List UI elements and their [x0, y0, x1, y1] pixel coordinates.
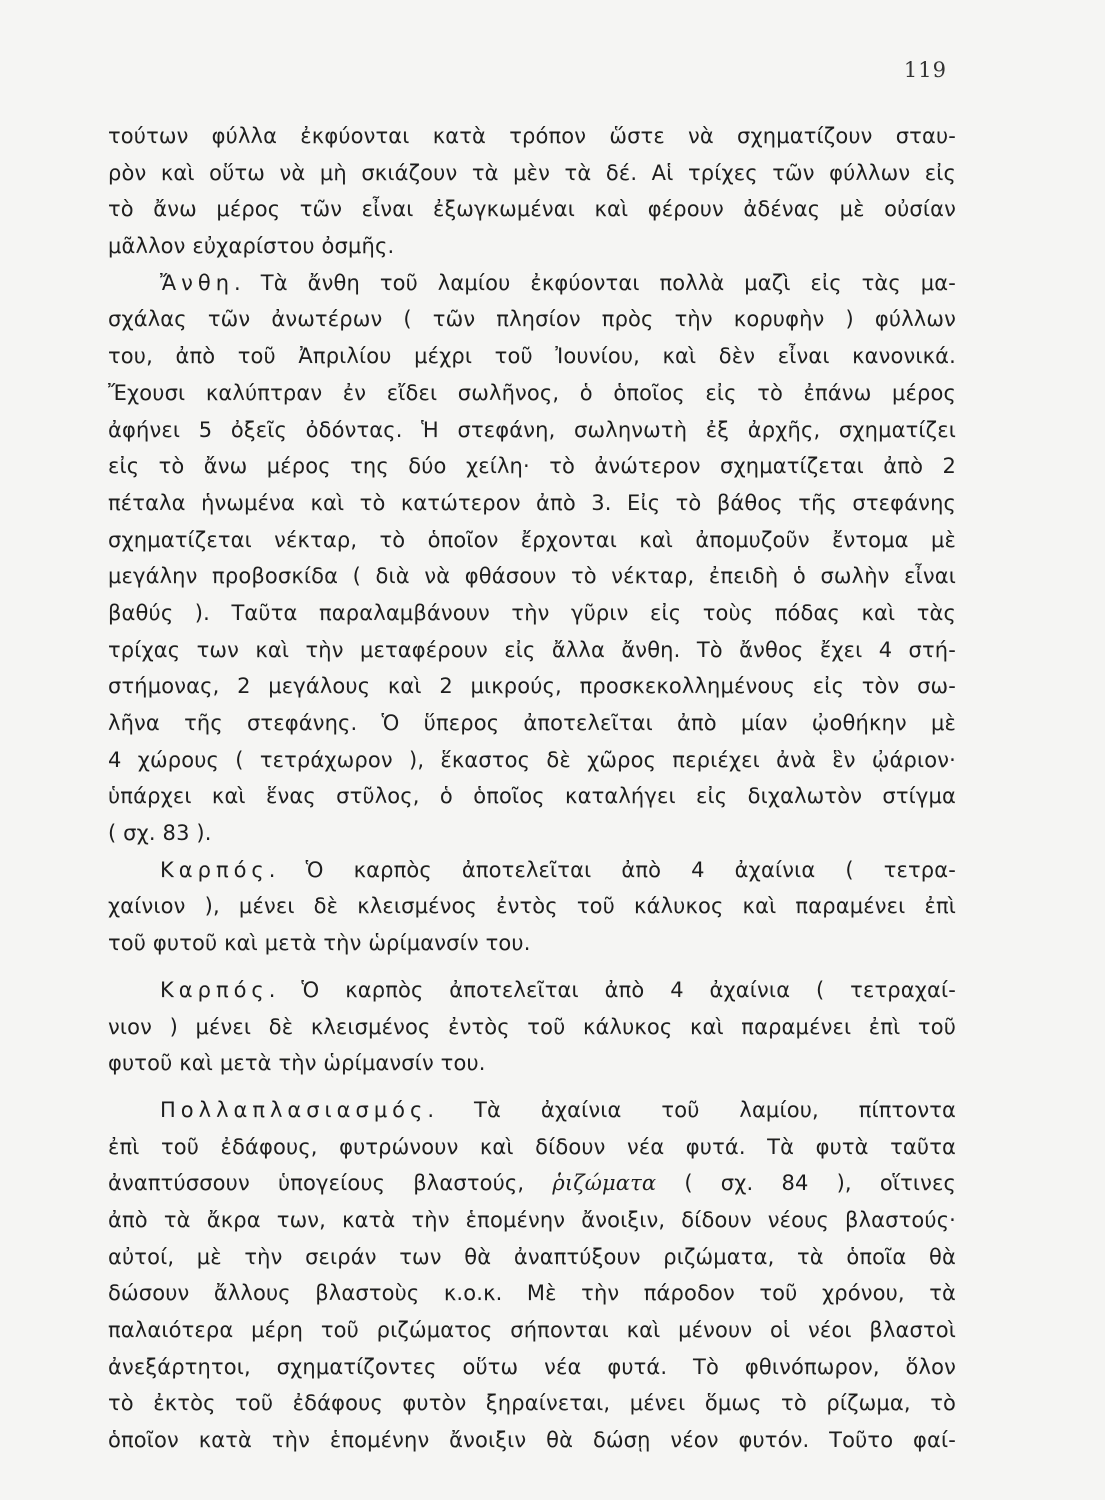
- text-segment: ( σχ. 84 ), οἵτινες: [656, 1171, 956, 1196]
- body-text: [108, 118, 956, 1459]
- text-line: Ἔχουσι καλύπτραν ἐν εἴδει σωλῆνος, ὁ ὁποῖος εἰς τὸ ἐπάνω μέρος: [108, 380, 956, 405]
- text-line: αὐτοί, μὲ τὴν σειράν των θὰ ἀναπτύξουν ριζώματα, τὰ ὁποῖα θὰ: [108, 1244, 956, 1269]
- section-heading: Καρπός: [160, 977, 269, 1002]
- paragraph-gap: [108, 1082, 956, 1092]
- section-heading: Καρπός: [160, 857, 269, 882]
- text-line: τὸ ἐκτὸς τοῦ ἐδάφους φυτὸν ξηραίνεται, μένει ὅμως τὸ ρίζωμα, τὸ: [108, 1391, 956, 1416]
- text-line: ἀπὸ τὰ ἄκρα των, κατὰ τὴν ἑπομένην ἄνοιξιν, δίδουν νέους βλαστούς·: [108, 1207, 956, 1232]
- text-line: [108, 265, 956, 302]
- paragraph-gap: [108, 962, 956, 972]
- text-line: εἰς τὸ ἄνω μέρος της δύο χείλη· τὸ ἀνώτερον σχηματίζεται ἀπὸ 2: [108, 454, 956, 479]
- text-line: τρίχας των καὶ τὴν μεταφέρουν εἰς ἄλλα ἄνθη. Τὸ ἄνθος ἔχει 4 στή-: [108, 637, 956, 662]
- text-line: σχάλας τῶν ἀνωτέρων ( τῶν πλησίον πρὸς τὴν κορυφὴν ) φύλλων: [108, 307, 956, 332]
- page-number: 119: [903, 58, 947, 82]
- text-line: τοῦ φυτοῦ καὶ μετὰ τὴν ὡρίμανσίν του.: [108, 931, 531, 956]
- text-line: φυτοῦ καὶ μετὰ τὴν ὡρίμανσίν του.: [108, 1051, 486, 1076]
- text-line: 4 χώρους ( τετράχωρον ), ἕκαστος δὲ χῶρος περιέχει ἀνὰ ἓν ᾠάριον·: [108, 747, 956, 772]
- text-line: τούτων φύλλα ἐκφύονται κατὰ τρόπον ὥστε νὰ σχηματίζουν σταυ-: [108, 124, 956, 148]
- text-line: βαθύς ). Ταῦτα παραλαμβάνουν τὴν γῦριν εἰς τοὺς πόδας καὶ τὰς: [108, 600, 956, 625]
- text-line: σχηματίζεται νέκταρ, τὸ ὁποῖον ἔρχονται καὶ ἀπομυζοῦν ἔντομα μὲ: [108, 527, 956, 552]
- text-line: στήμονας, 2 μεγάλους καὶ 2 μικρούς, προσκεκολλημένους εἰς τὸν σω-: [108, 674, 956, 699]
- heading-rest: . Τὰ ἄνθη τοῦ λαμίου ἐκφύονται πολλὰ μαζὶ εἰς τὰς μα-: [234, 270, 956, 295]
- text-line: μεγάλην προβοσκίδα ( διὰ νὰ φθάσουν τὸ νέκταρ, ἐπειδὴ ὁ σωλὴν εἶναι: [108, 564, 956, 589]
- text-line: δώσουν ἄλλους βλαστοὺς κ.ο.κ. Μὲ τὴν πάροδον τοῦ χρόνου, τὰ: [108, 1281, 956, 1306]
- text-line: ρὸν καὶ οὕτω νὰ μὴ σκιάζουν τὰ μὲν τὰ δέ. Αἱ τρίχες τῶν φύλλων εἰς: [108, 160, 956, 185]
- heading-rest: . Τὰ ἀχαίνια τοῦ λαμίου, πίπτοντα: [427, 1097, 956, 1122]
- heading-rest: . Ὁ καρπὸς ἀποτελεῖται ἀπὸ 4 ἀχαίνια ( τετραχαί-: [268, 977, 956, 1002]
- heading-rest: . Ὁ καρπὸς ἀποτελεῖται ἀπὸ 4 ἀχαίνια ( τετρα-: [268, 857, 956, 882]
- text-line: [108, 1165, 956, 1202]
- text-segment: ἀναπτύσσουν ὑπογείους βλαστούς,: [108, 1171, 553, 1196]
- text-line: πέταλα ἡνωμένα καὶ τὸ κατώτερον ἀπὸ 3. Εἰς τὸ βάθος τῆς στεφάνης: [108, 490, 956, 515]
- section-heading: Ἄνθη: [160, 270, 235, 295]
- italic-term: ῥιζώματα: [552, 1171, 657, 1196]
- text-line: μᾶλλον εὐχαρίστου ὀσμῆς.: [108, 234, 395, 259]
- text-line: [108, 972, 956, 1009]
- section-heading: Πολλαπλασιασμός: [160, 1097, 428, 1122]
- text-line: ( σχ. 83 ).: [108, 821, 212, 846]
- text-line: τὸ ἄνω μέρος τῶν εἶναι ἐξωγκωμέναι καὶ φέρουν ἀδένας μὲ οὐσίαν: [108, 197, 956, 222]
- text-line: του, ἀπὸ τοῦ Ἀπριλίου μέχρι τοῦ Ἰουνίου, καὶ δὲν εἶναι κανονικά.: [108, 344, 956, 369]
- text-line: νιον ) μένει δὲ κλεισμένος ἐντὸς τοῦ κάλυκος καὶ παραμένει ἐπὶ τοῦ: [108, 1014, 956, 1039]
- text-line: χαίνιον ), μένει δὲ κλεισμένος ἐντὸς τοῦ κάλυκος καὶ παραμένει ἐπὶ: [108, 894, 956, 919]
- text-line: ἀνεξάρτητοι, σχηματίζοντες οὕτω νέα φυτά. Τὸ φθινόπωρον, ὅλον: [108, 1354, 956, 1379]
- text-line: ἀφήνει 5 ὀξεῖς ὀδόντας. Ἡ στεφάνη, σωληνωτὴ ἐξ ἀρχῆς, σχηματίζει: [108, 417, 956, 442]
- text-line: ἐπὶ τοῦ ἐδάφους, φυτρώνουν καὶ δίδουν νέα φυτά. Τὰ φυτὰ ταῦτα: [108, 1134, 956, 1159]
- text-line: ὁποῖον κατὰ τὴν ἑπομένην ἄνοιξιν θὰ δώσῃ νέον φυτόν. Τοῦτο φαί-: [108, 1428, 956, 1453]
- text-line: ὑπάρχει καὶ ἕνας στῦλος, ὁ ὁποῖος καταλήγει εἰς διχαλωτὸν στίγμα: [108, 784, 956, 809]
- text-line: [108, 852, 956, 889]
- text-line: παλαιότερα μέρη τοῦ ριζώματος σήπονται καὶ μένουν οἱ νέοι βλαστοὶ: [108, 1318, 956, 1342]
- text-line: [108, 1092, 956, 1129]
- text-line: λῆνα τῆς στεφάνης. Ὁ ὕπερος ἀποτελεῖται ἀπὸ μίαν ᾠοθήκην μὲ: [108, 711, 956, 735]
